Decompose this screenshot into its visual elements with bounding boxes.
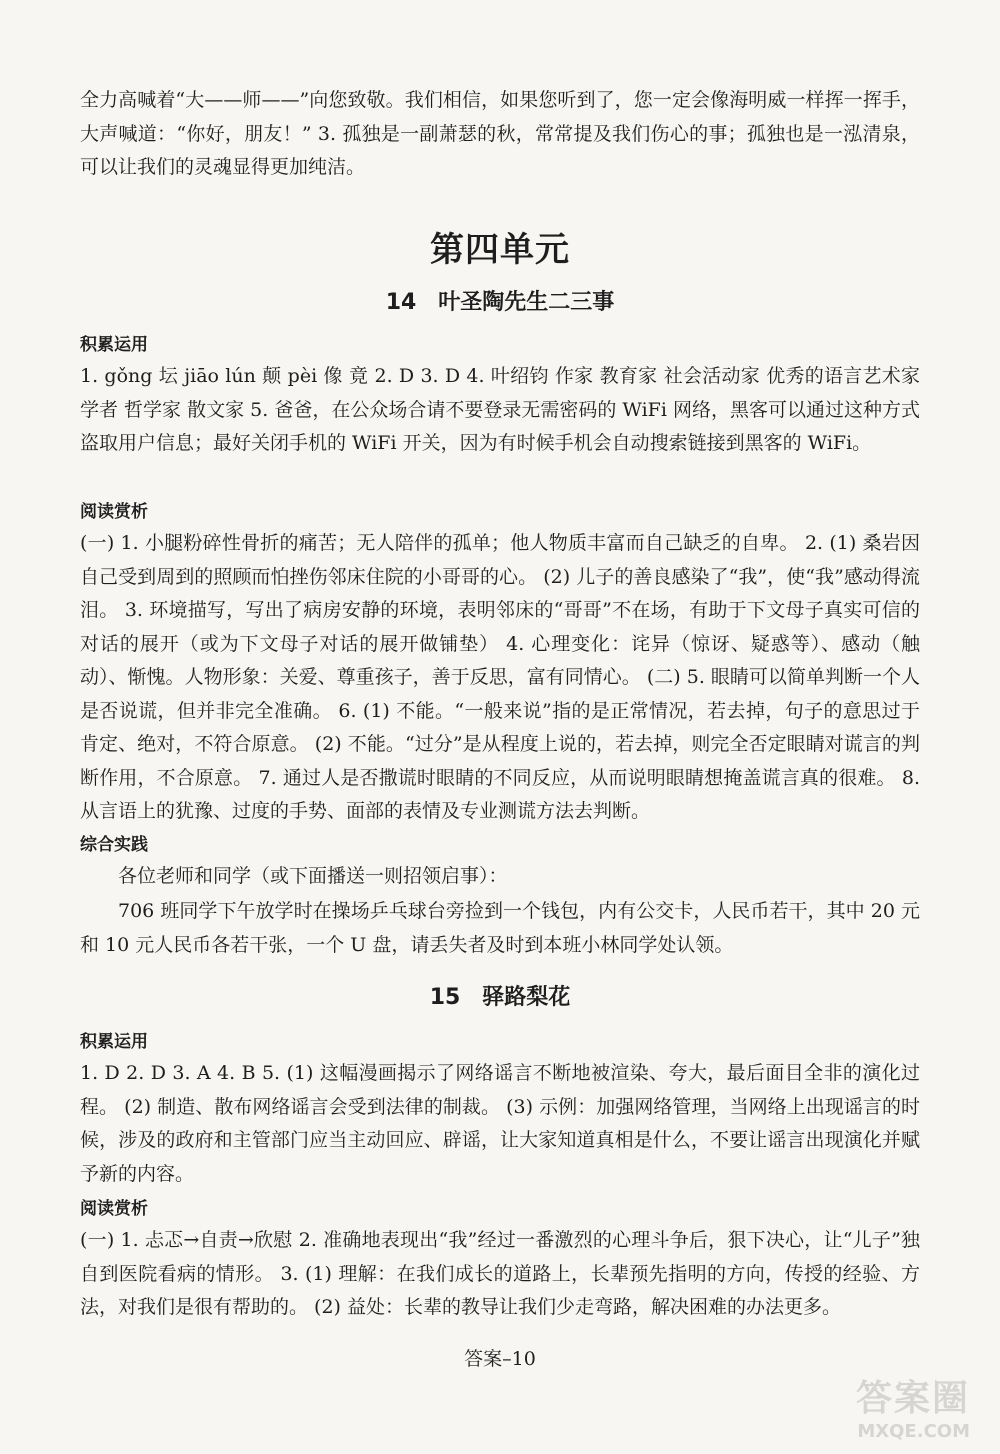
- lesson-14-section-accumulation-heading: 积累运用: [80, 335, 148, 355]
- lesson-15-section-accumulation-heading: 积累运用: [80, 1032, 148, 1052]
- lesson-15-accumulation-answers: 1. D 2. D 3. A 4. B 5. (1) 这幅漫画揭示了网络谣言不断地被渲染、夸大，最后面目全非的演化过程。 (2) 制造、散布网络谣言会受到法律的制裁。 (3) 示例：加强网络管理，当网络上出现谣言的时候，涉及的政府和主管部门应当主动回应、辟谣，让大家知道真相是什么，不要让谣言出现演化并赋予新的内容。: [80, 1062, 920, 1185]
- continued-answer-paragraph: 全力高喊着“大——师——”向您致敬。我们相信，如果您听到了，您一定会像海明威一样挥一挥手，大声喊道：“你好，朋友！” 3. 孤独是一副萧瑟的秋，常常提及我们伤心的事；孤独也是一泓清泉，可以让我们的灵魂显得更加纯洁。: [80, 89, 920, 178]
- page-number: 答案–10: [464, 1348, 536, 1370]
- lesson-15-reading-answers: (一) 1. 忐忑→自责→欣慰 2. 准确地表现出“我”经过一番激烈的心理斗争后，狠下决心，让“儿子”独自到医院看病的情形。 3. (1) 理解：在我们成长的道路上，长辈预先指明的方向，传授的经验、方法，对我们是很有帮助的。 (2) 益处：长辈的教导让我们少走弯路，解决困难的办法更多。: [80, 1229, 920, 1318]
- lesson-14-practice-notice: 706 班同学下午放学时在操场乒乓球台旁捡到一个钱包，内有公交卡，人民币若干，其中 20 元和 10 元人民币各若干张，一个 U 盘，请丢失者及时到本班小林同学处认领。: [80, 900, 920, 956]
- lesson-14-section-practice-heading: 综合实践: [80, 835, 148, 855]
- lesson-14-section-reading-heading: 阅读赏析: [80, 502, 148, 522]
- watermark-main-text: 答案圈: [855, 1378, 970, 1419]
- lesson-15-section-reading-heading: 阅读赏析: [80, 1199, 148, 1219]
- lesson-15-title: 15 驿路梨花: [429, 985, 571, 1010]
- lesson-14-reading-answers: (一) 1. 小腿粉碎性骨折的痛苦；无人陪伴的孤单；他人物质丰富而自己缺乏的自卑。 2. (1) 桑岩因自己受到周到的照顾而怕挫伤邻床住院的小哥哥的心。 (2) 儿子的善良感染了“我”，使“我”感动得流泪。 3. 环境描写，写出了病房安静的环境，表明邻床的“哥哥”不在场，有助于下文母子真实可信的对话的展开（或为下文母子对话的展开做铺垫） 4. 心理变化：诧异（惊讶、疑惑等）、感动（触动）、惭愧。人物形象：关爱、尊重孩子，善于反思，富有同情心。 (二) 5. 眼睛可以简单判断一个人是否说谎，但并非完全准确。 6. (1) 不能。“一般来说”指的是正常情况，若去掉，句子的意思过于肯定、绝对，不符合原意。 (2) 不能。“过分”是从程度上说的，若去掉，则完全否定眼睛对谎言的判断作用，不合原意。 7. 通过人是否撒谎时眼睛的不同反应，从而说明眼睛想掩盖谎言真的很难。 8. 从言语上的犹豫、过度的手势、面部的表情及专业测谎方法去判断。: [80, 532, 920, 822]
- watermark-url-text: MXQE.COM: [857, 1421, 970, 1442]
- lesson-14-accumulation-answers: 1. gǒng 坛 jiāo lún 颠 pèi 像 竟 2. D 3. D 4. 叶绍钧 作家 教育家 社会活动家 优秀的语言艺术家 学者 哲学家 散文家 5. 爸爸，在公众场合请不要登录无需密码的 WiFi 网络，黑客可以通过这种方式盗取用户信息；最好关闭手机的 WiFi 开关，因为有时候手机会自动搜索链接到黑客的 WiFi。: [80, 365, 920, 454]
- site-watermark-logo: [820, 1370, 970, 1445]
- unit-title: 第四单元: [430, 230, 570, 270]
- lesson-14-practice-greeting: 各位老师和同学（或下面播送一则招领启事）：: [118, 865, 508, 887]
- lesson-14-title: 14 叶圣陶先生二三事: [385, 290, 615, 315]
